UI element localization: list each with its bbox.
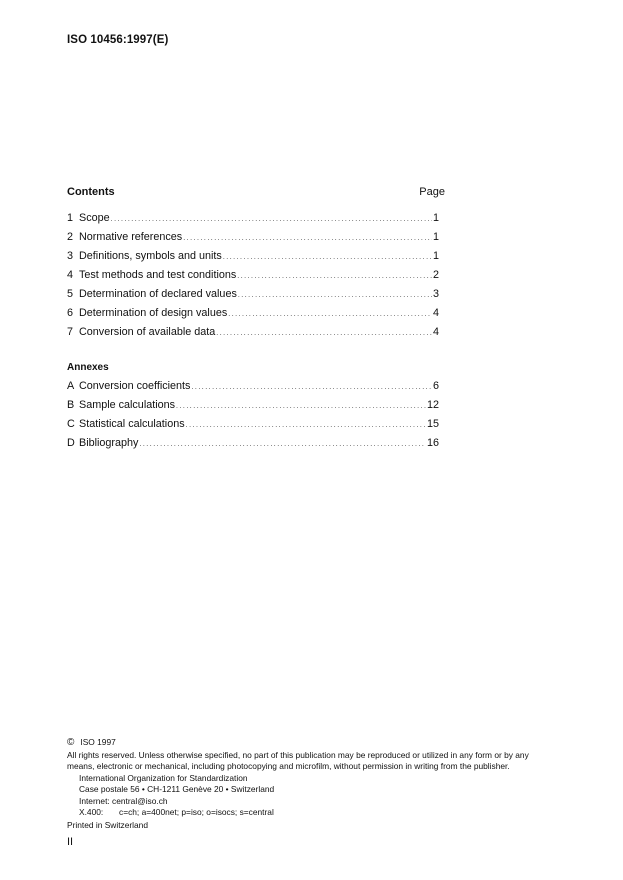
toc-entry[interactable]: [67, 307, 439, 326]
toc-entry-page: 15: [426, 418, 439, 430]
toc-entry-label: Test methods and test conditions: [79, 269, 237, 281]
toc-entry[interactable]: [67, 269, 439, 288]
toc-entry-number: D: [67, 437, 75, 449]
toc-entry[interactable]: [67, 399, 439, 418]
toc-entry-label: Conversion of available data: [79, 326, 216, 338]
page-number: II: [67, 836, 74, 848]
toc-entry[interactable]: [67, 418, 439, 437]
toc-entry-label: Bibliography: [79, 437, 139, 449]
publisher-block: [67, 773, 547, 819]
page-column-label: Page: [419, 186, 445, 198]
toc-entry-label: Normative references: [79, 231, 183, 243]
dot-leader: [183, 235, 432, 242]
toc-entry-page: 4: [432, 326, 439, 338]
toc-entry-page: 1: [432, 250, 439, 262]
toc-entry-number: 3: [67, 250, 74, 262]
toc-entry-label: Conversion coefficients: [79, 380, 191, 392]
dot-leader: [237, 273, 432, 280]
toc-entry-number: 5: [67, 288, 74, 300]
contents-list: [67, 212, 439, 345]
copyright-icon: ©: [67, 737, 75, 748]
toc-entry[interactable]: [67, 380, 439, 399]
copyright-footer: [67, 737, 547, 831]
dot-leader: [186, 422, 426, 429]
postal-address: Case postale 56 • CH-1211 Genève 20 • Switzerland: [79, 784, 275, 794]
dot-leader: [111, 216, 432, 223]
annexes-title: Annexes: [67, 362, 109, 373]
toc-entry-number: A: [67, 380, 75, 392]
toc-entry[interactable]: [67, 288, 439, 307]
toc-entry-number: 2: [67, 231, 74, 243]
toc-entry-label: Scope: [79, 212, 110, 224]
toc-entry-label: Determination of declared values: [79, 288, 237, 300]
toc-entry-number: C: [67, 418, 75, 430]
dot-leader: [228, 311, 432, 318]
toc-entry[interactable]: [67, 212, 439, 231]
printed-in: Printed in Switzerland: [67, 819, 148, 830]
toc-entry-page: 3: [432, 288, 439, 300]
dot-leader: [139, 441, 426, 448]
x400-value: c=ch; a=400net; p=iso; o=isocs; s=central: [119, 807, 274, 817]
org-name: International Organization for Standardization: [79, 772, 248, 783]
toc-entry-number: 6: [67, 307, 74, 319]
toc-entry-page: 12: [426, 399, 439, 411]
copyright-line: [67, 737, 547, 749]
dot-leader: [223, 254, 432, 261]
toc-entry[interactable]: [67, 250, 439, 269]
toc-entry-label: Definitions, symbols and units: [79, 250, 222, 262]
toc-entry-label: Statistical calculations: [79, 418, 185, 430]
internet-address: Internet: central@iso.ch: [79, 795, 168, 806]
toc-entry-number: B: [67, 399, 75, 411]
toc-entry-page: 6: [432, 380, 439, 392]
toc-entry[interactable]: [67, 326, 439, 345]
dot-leader: [238, 292, 432, 299]
contents-header: [67, 186, 445, 198]
contents-title: Contents: [67, 186, 115, 198]
dot-leader: [176, 403, 426, 410]
rights-notice: All rights reserved. Unless otherwise specified, no part of this publication may be reproduced or utilized in any form or by any means, electronic or mechanical, including photocopying and microfilm, without permission in writing from the publisher.: [67, 749, 529, 771]
toc-entry-number: 1: [67, 212, 74, 224]
toc-entry-number: 4: [67, 269, 74, 281]
toc-entry[interactable]: [67, 437, 439, 456]
toc-entry-page: 4: [432, 307, 439, 319]
toc-entry-page: 1: [432, 231, 439, 243]
toc-entry-label: Sample calculations: [79, 399, 176, 411]
dot-leader: [191, 384, 432, 391]
dot-leader: [216, 330, 432, 337]
document-id: ISO 10456:1997(E): [67, 34, 169, 46]
x400-label: X.400:: [79, 807, 104, 817]
annexes-list: [67, 380, 439, 456]
toc-entry[interactable]: [67, 231, 439, 250]
toc-entry-label: Determination of design values: [79, 307, 228, 319]
toc-entry-page: 2: [432, 269, 439, 281]
toc-entry-number: 7: [67, 326, 74, 338]
copyright-text: ISO 1997: [80, 737, 116, 747]
x400-address: [79, 807, 547, 819]
toc-entry-page: 1: [432, 212, 439, 224]
toc-entry-page: 16: [426, 437, 439, 449]
